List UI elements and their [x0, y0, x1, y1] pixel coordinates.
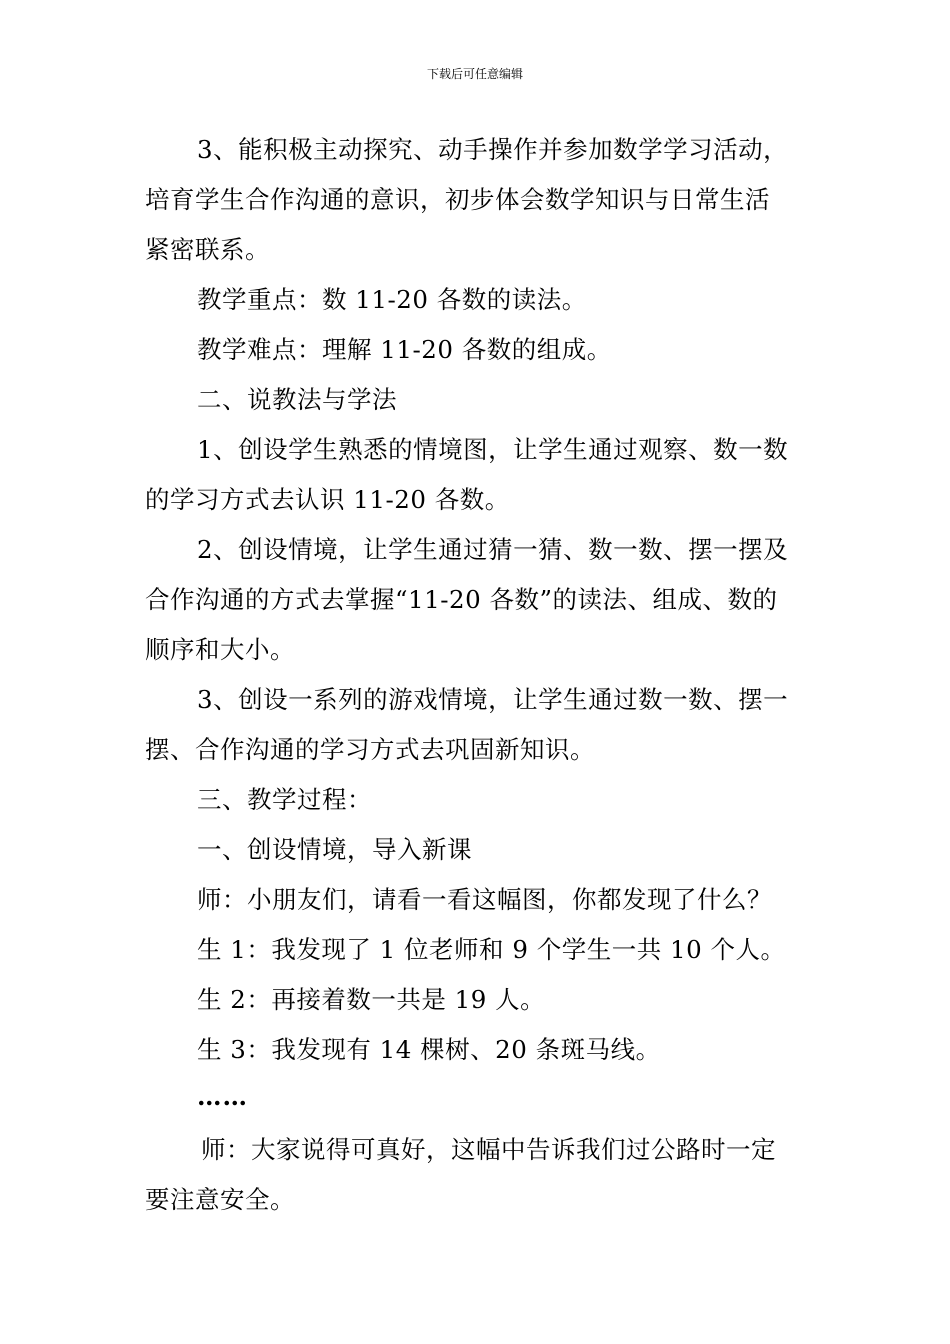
method-2-line-2: 合作沟通的方式去掌握“11-20 各数”的读法、组成、数的: [145, 585, 778, 614]
section-heading-process: 三、教学过程：: [197, 785, 372, 814]
dialogue-student-3: 生 3：我发现有 14 棵树、20 条斑马线。: [197, 1035, 661, 1064]
subsection-heading-intro: 一、创设情境，导入新课: [197, 835, 472, 864]
method-2-line-1: 2、创设情境，让学生通过猜一猜、数一数、摆一摆及: [197, 535, 789, 564]
ellipsis: ……: [197, 1082, 248, 1111]
objective-3-line-3: 紧密联系。: [145, 235, 270, 264]
teaching-key-point: 教学重点：数 11-20 各数的读法。: [197, 285, 587, 314]
method-2-line-3: 顺序和大小。: [145, 635, 295, 664]
method-3-line-1: 3、创设一系列的游戏情境，让学生通过数一数、摆一: [197, 685, 789, 714]
dialogue-student-2: 生 2：再接着数一共是 19 人。: [197, 985, 546, 1014]
header-note: 下载后可任意编辑: [426, 67, 523, 81]
method-3-line-2: 摆、合作沟通的学习方式去巩固新知识。: [145, 735, 595, 764]
objective-3-line-2: 培育学生合作沟通的意识，初步体会数学知识与日常生活: [145, 185, 770, 214]
dialogue-teacher-question: 师：小朋友们，请看一看这幅图，你都发现了什么？: [197, 885, 772, 914]
dialogue-teacher-summary-line-2: 要注意安全。: [145, 1185, 295, 1214]
dialogue-student-1: 生 1：我发现了 1 位老师和 9 个学生一共 10 个人。: [197, 935, 786, 964]
method-1-line-2: 的学习方式去认识 11-20 各数。: [145, 485, 510, 514]
document-body: [145, 125, 810, 1225]
section-heading-methods: 二、说教法与学法: [197, 385, 397, 414]
objective-3-line-1: 3、能积极主动探究、动手操作并参加数学学习活动，: [197, 135, 789, 164]
teaching-difficulty: 教学难点：理解 11-20 各数的组成。: [197, 335, 612, 364]
method-1-line-1: 1、创设学生熟悉的情境图，让学生通过观察、数一数: [197, 435, 789, 464]
dialogue-teacher-summary-line-1: 师：大家说得可真好，这幅中告诉我们过公路时一定: [201, 1135, 776, 1164]
